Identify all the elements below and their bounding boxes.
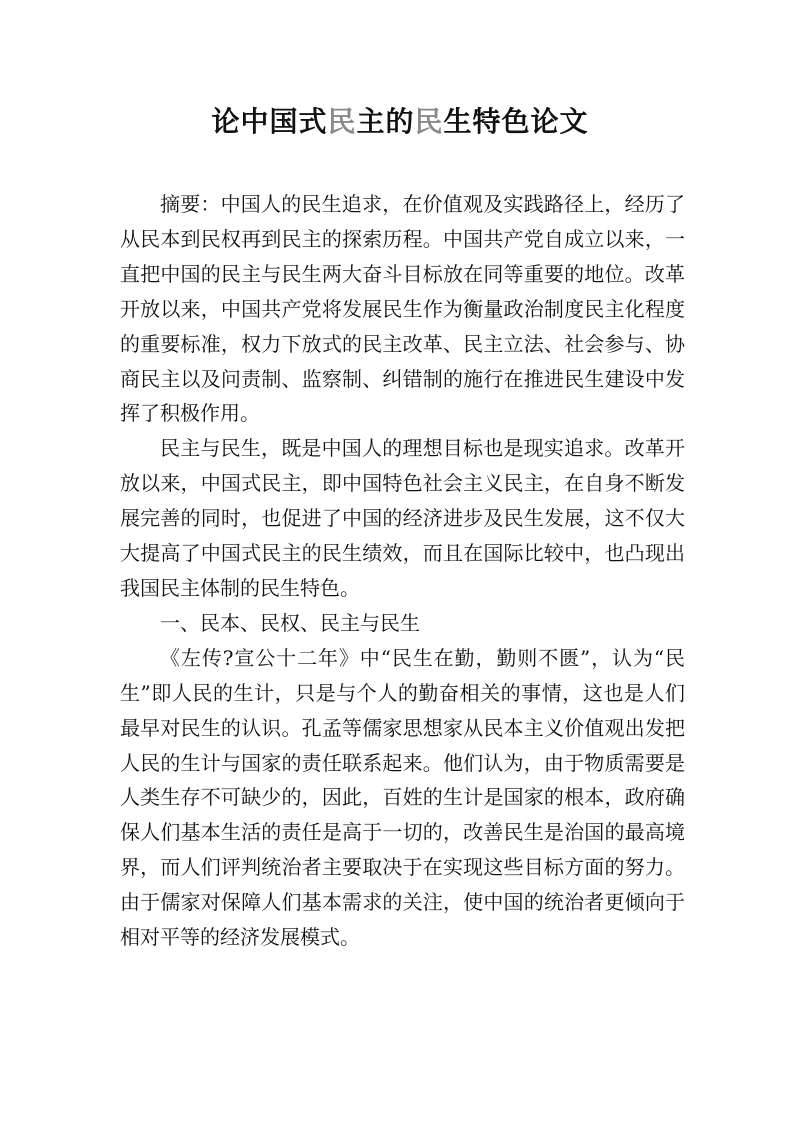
body-paragraph: 《左传?宣公十二年》中“民生在勤，勤则不匮”，认为“民生”即人民的生计，只是与个人的勤奋相关的事情，这也是人们最早对民生的认识。孔孟等儒家思想家从民本主义价值观出发把人民的生计与国家的责任联系起来。他们认为，由于物质需要是人类生存不可缺少的，因此，百姓的生计是国家的根本，政府确保人们基本生活的责任是高于一切的，改善民生是治国的最高境界，而人们评判统治者主要取决于在实现这些目标方面的努力。由于儒家对保障人们基本需求的关注，使中国的统治者更倾向于相对平等的经济发展模式。 xyxy=(120,645,685,950)
section-heading: 一、民本、民权、民主与民生 xyxy=(160,610,420,635)
intro-paragraph: 民主与民生，既是中国人的理想目标也是现实追求。改革开放以来，中国式民主，即中国特色社会主义民主，在自身不断发展完善的同时，也促进了中国的经济进步及民生发展，这不仅大大提高了中国式民主的民生绩效，而且在国际比较中，也凸现出我国民主体制的民生特色。 xyxy=(120,436,685,600)
title-part: 生特色论文 xyxy=(443,105,589,138)
title-part: 主的 xyxy=(356,105,415,138)
abstract-paragraph: 摘要：中国人的民生追求，在价值观及实践路径上，经历了从民本到民权再到民主的探索历程。中国共产党自成立以来，一直把中国的民主与民生两大奋斗目标放在同等重要的地位。改革开放以来，中国共产党将发展民生作为衡量政治制度民主化程度的重要标准，权力下放式的民主改革、民主立法、社会参与、协商民主以及问责制、监察制、纠错制的施行在推进民生建设中发挥了积极作用。 xyxy=(120,192,685,426)
document-body xyxy=(120,187,685,955)
title-highlight: 民 xyxy=(414,105,444,138)
title-part: 论中国式 xyxy=(211,105,328,138)
title-highlight: 民 xyxy=(327,105,357,138)
document-title xyxy=(0,100,800,140)
